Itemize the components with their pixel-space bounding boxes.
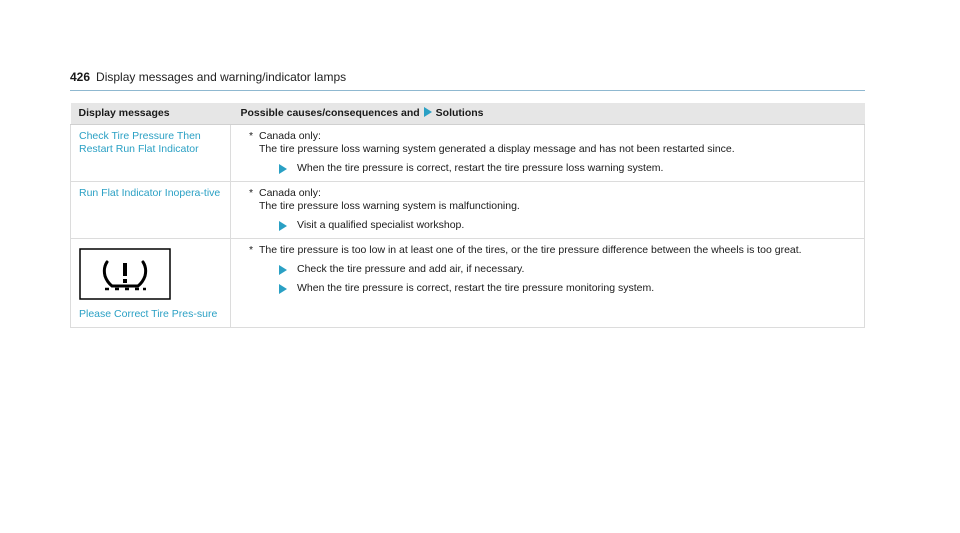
cause-lead: Canada only: — [259, 130, 321, 142]
cause-text: The tire pressure loss warning system is malfunctioning. — [259, 200, 520, 212]
cause-cell — [231, 239, 865, 328]
table-row — [71, 125, 865, 182]
cause-lead: Canada only: — [259, 187, 321, 199]
page-title: Display messages and warning/indicator lamps — [96, 70, 347, 84]
message-cell — [71, 182, 231, 239]
step-arrow-icon — [279, 164, 287, 174]
tire-pressure-warning-icon — [79, 248, 171, 300]
cause-marker: * — [249, 130, 254, 142]
cause-marker: * — [249, 187, 254, 199]
step-arrow-icon — [279, 221, 287, 231]
cause-cell — [231, 182, 865, 239]
solution-step — [249, 219, 856, 232]
message-name: Please Correct Tire Pres-sure — [79, 308, 218, 320]
step-text: Check the tire pressure and add air, if necessary. — [297, 263, 525, 275]
step-text: When the tire pressure is correct, restart the tire pressure monitoring system. — [297, 282, 655, 294]
step-text: When the tire pressure is correct, restart the tire pressure loss warning system. — [297, 162, 664, 174]
cause-marker: * — [249, 244, 254, 256]
message-cell — [71, 239, 231, 328]
solution-step — [249, 162, 856, 175]
solution-step — [249, 282, 856, 295]
table-row — [71, 239, 865, 328]
solution-step — [249, 263, 856, 276]
table-row — [71, 182, 865, 239]
message-name: Check Tire Pressure Then Restart Run Flat Indicator — [79, 130, 201, 155]
col-header-prefix: Possible causes/consequences and — [240, 107, 420, 119]
page-number: 426 — [70, 70, 91, 84]
cause — [249, 130, 856, 143]
col-header-causes-solutions — [231, 103, 865, 125]
step-arrow-icon — [279, 265, 287, 275]
cause — [249, 187, 856, 200]
cause-text: The tire pressure is too low in at least one of the tires, or the tire pressure difference between the wheels is too great. — [259, 244, 802, 256]
solution-arrow-icon — [424, 107, 432, 117]
cause-text: The tire pressure loss warning system generated a display message and has not been restarted since. — [259, 143, 735, 155]
display-messages-table — [70, 103, 865, 328]
step-text: Visit a qualified specialist workshop. — [297, 219, 465, 231]
col-header-suffix: Solutions — [435, 107, 484, 119]
table-header-row — [71, 103, 865, 125]
message-name: Run Flat Indicator Inopera-tive — [79, 187, 221, 199]
cause — [249, 244, 856, 257]
message-cell — [71, 125, 231, 182]
col-header-display-messages: Display messages — [71, 103, 231, 125]
cause-cell — [231, 125, 865, 182]
page-header — [70, 70, 865, 91]
step-arrow-icon — [279, 284, 287, 294]
